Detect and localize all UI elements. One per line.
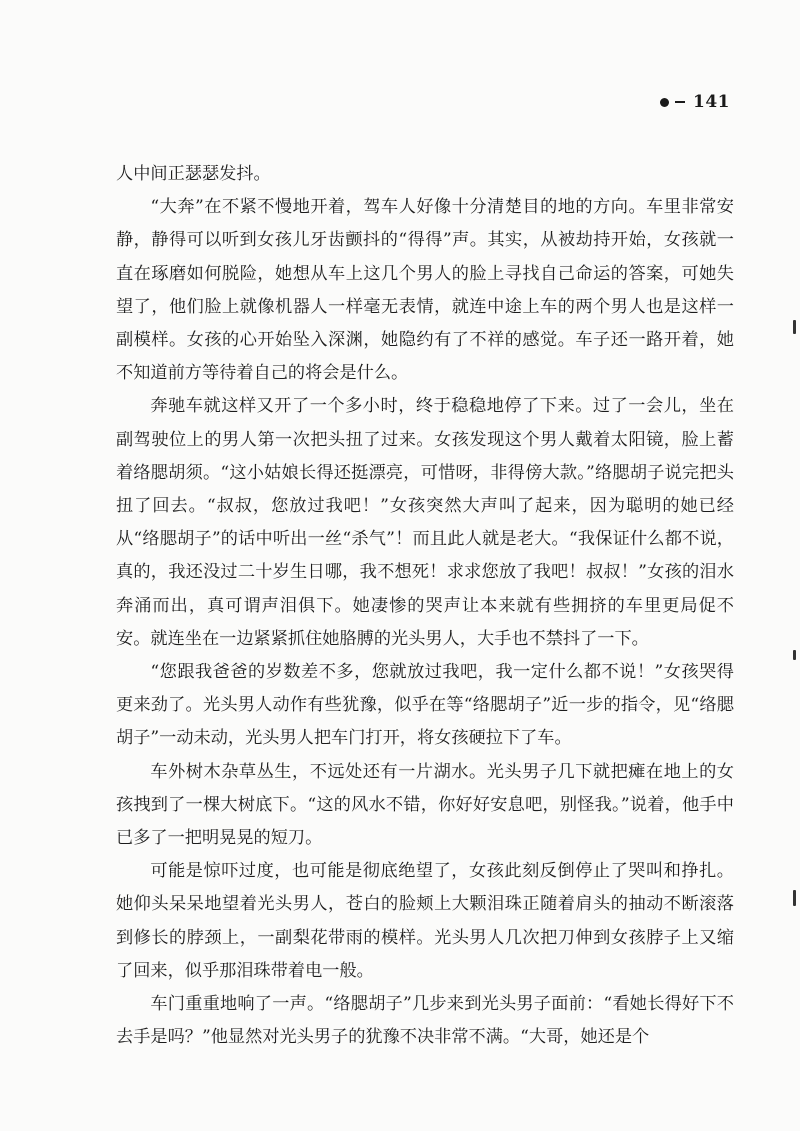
paragraph: 奔驰车就这样又开了一个多小时，终于稳稳地停了下来。过了一会儿，坐在副驾驶位上的男人第一次把头扭了过来。女孩发现这个男人戴着太阳镜，脸上蓄着络腮胡须。“这小姑娘长得还挺漂亮，可惜呀，非得傍大款。”络腮胡子说完把头扭了回去。“叔叔，您放过我吧！”女孩突然大声叫了起来，因为聪明的她已经从“络腮胡子”的话中听出一丝“杀气”！而且此人就是老大。“我保证什么都不说，真的，我还没过二十岁生日哪，我不想死！求求您放了我吧！叔叔！”女孩的泪水奔涌而出，真可谓声泪俱下。她凄惨的哭声让本来就有些拥挤的车里更局促不安。就连坐在一边紧紧抓住她胳膊的光头男人，大手也不禁抖了一下。 [116,396,734,649]
paragraph: 可能是惊吓过度，也可能是彻底绝望了，女孩此刻反倒停止了哭叫和挣扎。她仰头呆呆地望着光头男人，苍白的脸颊上大颗泪珠正随着肩头的抽动不断滚落到修长的脖颈上，一副梨花带雨的模样。光头男人几次把刀伸到女孩脖子上又缩了回来，似乎那泪珠带着电一般。 [116,861,734,981]
scan-edge-mark [793,320,796,334]
scan-edge-mark [793,890,796,906]
page-number: 141 [693,92,730,112]
header-bullet-icon [660,98,669,107]
paragraph: 车外树木杂草丛生，不远处还有一片湖水。光头男子几下就把瘫在地上的女孩拽到了一棵大树底下。“这的风水不错，你好好安息吧，别怪我。”说着，他手中已多了一把明晃晃的短刀。 [116,761,734,849]
scan-edge-mark [793,650,796,660]
running-header [660,91,730,113]
paragraph: “您跟我爸爸的岁数差不多，您就放过我吧，我一定什么都不说！”女孩哭得更来劲了。光头男人动作有些犹豫，似乎在等“络腮胡子”近一步的指令，见“络腮胡子”一动未动，光头男人把车门打开，将女孩硬拉下了车。 [116,662,734,749]
paragraph: “大奔”在不紧不慢地开着，驾车人好像十分清楚目的地的方向。车里非常安静，静得可以听到女孩儿牙齿颤抖的“得得”声。其实，从被劫持开始，女孩就一直在琢磨如何脱险，她想从车上这几个男人的脸上寻找自己命运的答案，可她失望了，他们脸上就像机器人一样毫无表情，就连中途上车的两个男人也是这样一副模样。女孩的心开始坠入深渊，她隐约有了不祥的感觉。车子还一路开着，她不知道前方等待着自己的将会是什么。 [116,197,734,384]
header-rule [675,101,685,103]
paragraph: 车门重重地响了一声。“络腮胡子”几步来到光头男子面前：“看她长得好下不去手是吗？”他显然对光头男子的犹豫不决非常不满。“大哥，她还是个 [116,994,734,1048]
body-text [116,158,734,1054]
paragraph-continued: 人中间正瑟瑟发抖。 [116,164,271,184]
